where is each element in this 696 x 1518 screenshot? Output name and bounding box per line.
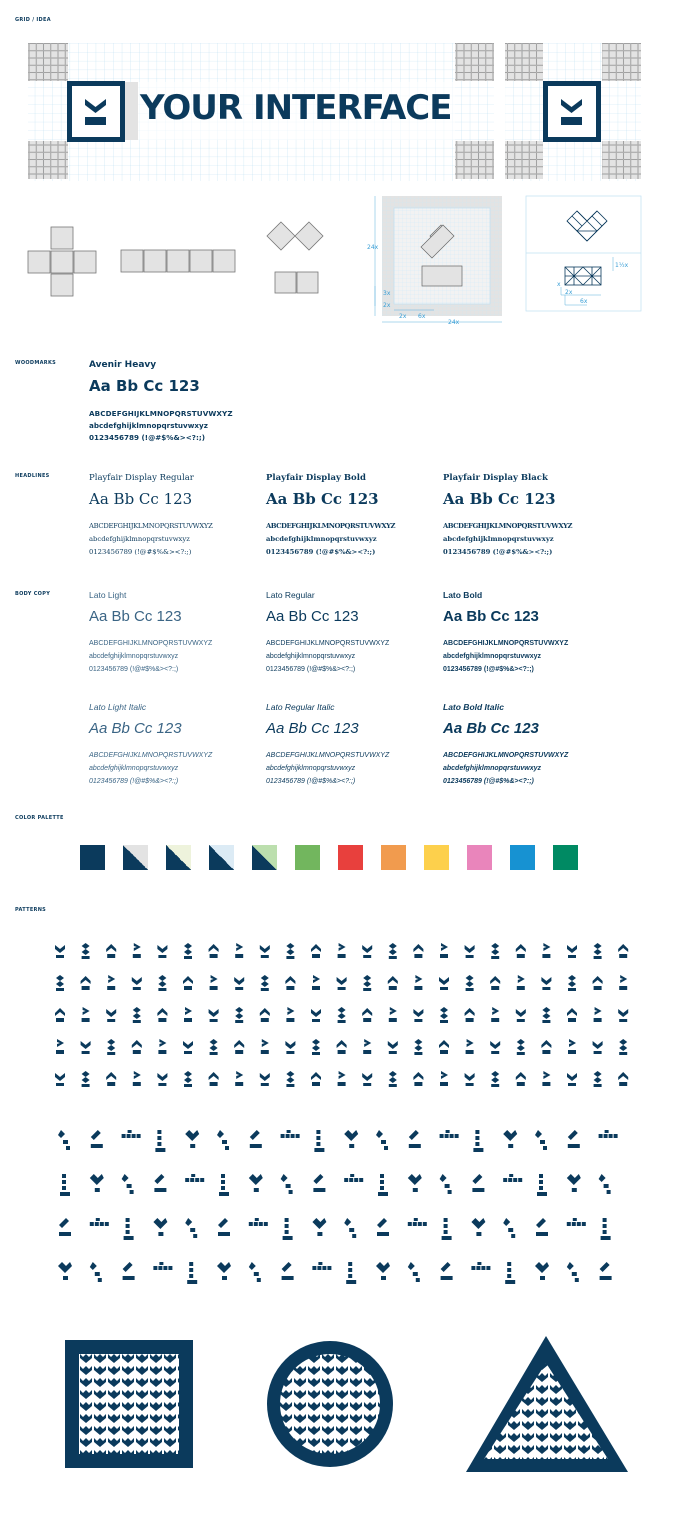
wordmark-sample: Aa Bb Cc 123 (89, 377, 200, 395)
pattern-glyph (123, 1262, 135, 1280)
pattern-glyph (389, 943, 397, 959)
pattern-glyph (56, 1039, 64, 1054)
pattern-glyph (491, 1007, 499, 1022)
headline-0-lower: abcdefghijklmnopqrstuvwxyz (89, 535, 190, 543)
pattern-glyph (312, 1262, 331, 1270)
pattern-glyph (281, 1174, 293, 1194)
body-3-sample: Aa Bb Cc 123 (89, 720, 182, 737)
pattern-glyph (82, 1071, 90, 1087)
pattern-glyph (133, 943, 141, 958)
pattern-grid-b (0, 1120, 696, 1300)
swatch-navy-cream (166, 845, 191, 870)
pattern-glyph (260, 1008, 270, 1022)
body-2-upper: ABCDEFGHIJKLMNOPQRSTUVWXYZ (443, 640, 569, 647)
pattern-glyph (312, 1218, 326, 1236)
headline-1-digits: 0123456789 (!@#$%&><?:;) (266, 548, 376, 556)
pattern-glyph (567, 1262, 579, 1282)
pattern-glyph (234, 977, 244, 990)
body-3-name: Lato Light Italic (89, 702, 147, 712)
pattern-glyph (466, 1039, 474, 1054)
pattern-glyph (282, 1262, 294, 1280)
body-4-sample: Aa Bb Cc 123 (266, 720, 359, 737)
pattern-glyph (184, 943, 192, 959)
swatch-navy-lightblue (209, 845, 234, 870)
pattern-glyph (183, 976, 193, 990)
body-0-sample: Aa Bb Cc 123 (89, 608, 182, 625)
pattern-glyph (472, 1174, 484, 1192)
pattern-glyph (346, 1262, 356, 1284)
pattern-glyph (235, 1007, 243, 1023)
pattern-glyph (90, 1218, 109, 1226)
pattern-glyph (107, 1039, 115, 1055)
swatch-navy (80, 845, 105, 870)
pattern-glyph (155, 1130, 165, 1152)
pattern-glyph (235, 1071, 243, 1086)
body-5-sample: Aa Bb Cc 123 (443, 720, 539, 737)
dim-3x: 3x (383, 290, 391, 297)
pattern-glyph (376, 1130, 388, 1150)
pattern-glyph (59, 1218, 71, 1236)
pattern-glyph (441, 1262, 453, 1280)
pattern-glyph (311, 944, 321, 958)
pattern-grid-a (0, 935, 696, 1095)
pattern-glyph (153, 1262, 172, 1270)
pattern-glyph (440, 943, 448, 958)
pattern-glyph (440, 1007, 448, 1023)
section-label-grid: GRID / IDEA (15, 17, 51, 23)
pattern-glyph (503, 1174, 522, 1182)
banner-title: YOUR INTERFACE (140, 88, 452, 128)
pattern-glyph (157, 945, 167, 958)
pattern-glyph (106, 944, 116, 958)
wordmark-upper: ABCDEFGHIJKLMNOPQRSTUVWXYZ (89, 409, 233, 418)
dim-2x: 2x (383, 302, 391, 309)
dim-24x-v: 24x (367, 244, 379, 251)
body-0-upper: ABCDEFGHIJKLMNOPQRSTUVWXYZ (89, 640, 213, 647)
pattern-glyph (153, 1218, 167, 1236)
pattern-glyph (439, 977, 449, 990)
pattern-glyph (184, 1007, 192, 1022)
pattern-glyph (440, 1130, 459, 1138)
pattern-glyph (516, 1072, 526, 1086)
pattern-glyph (414, 1039, 422, 1055)
body-1-name: Lato Regular (266, 590, 315, 600)
swatch-navy-mint (252, 845, 277, 870)
pattern-glyph (376, 1262, 390, 1280)
pattern-glyph (209, 1009, 219, 1022)
swatch-green (295, 845, 320, 870)
swatch-orange (381, 845, 406, 870)
cross-shape (26, 225, 106, 300)
headline-0-name: Playfair Display Regular (89, 473, 194, 483)
pattern-glyph (618, 944, 628, 958)
swatch-pink (467, 845, 492, 870)
pattern-glyph (618, 1009, 628, 1022)
pattern-glyph (311, 1009, 321, 1022)
heart-shape (263, 218, 333, 298)
pattern-glyph (210, 975, 218, 990)
pattern-glyph (312, 975, 320, 990)
pattern-glyph (503, 1218, 515, 1238)
pattern-glyph (281, 1130, 300, 1138)
pattern-glyph (185, 1218, 197, 1238)
dim-24x-h: 24x (448, 319, 460, 326)
pattern-glyph (82, 1007, 90, 1022)
body-3-upper: ABCDEFGHIJKLMNOPQRSTUVWXYZ (89, 752, 213, 759)
pattern-glyph (124, 1218, 134, 1240)
pattern-glyph (122, 1130, 141, 1138)
headline-2-digits: 0123456789 (!@#$%&><?:;) (443, 548, 553, 556)
pattern-glyph (210, 1039, 218, 1055)
pattern-glyph (133, 1071, 141, 1086)
dim-1-half: 1½x (615, 262, 629, 269)
pattern-glyph (58, 1262, 72, 1280)
pattern-glyph (408, 1218, 427, 1226)
body-0-name: Lato Light (89, 590, 127, 600)
pattern-glyph (619, 1039, 627, 1055)
body-4-digits: 0123456789 (!@#$%&><?:;) (266, 778, 356, 785)
pattern-glyph (505, 1262, 515, 1284)
body-1-sample: Aa Bb Cc 123 (266, 608, 359, 625)
pattern-glyph (154, 1174, 166, 1192)
pattern-glyph (82, 943, 90, 959)
pattern-glyph (388, 1041, 398, 1054)
pattern-glyph (209, 944, 219, 958)
pattern-glyph (250, 1130, 262, 1148)
section-label-patterns: PATTERNS (15, 907, 47, 913)
pattern-glyph (90, 1262, 102, 1282)
pattern-glyph (409, 1130, 421, 1148)
pattern-glyph (567, 1008, 577, 1022)
pattern-glyph (261, 975, 269, 991)
pattern-glyph (414, 975, 422, 990)
headline-2-lower: abcdefghijklmnopqrstuvwxyz (443, 535, 554, 543)
body-3-lower: abcdefghijklmnopqrstuvwxyz (89, 765, 179, 772)
pattern-glyph (209, 1072, 219, 1086)
headline-2-name: Playfair Display Black (443, 473, 548, 483)
wordmark-lower: abcdefghijklmnopqrstuvwxyz (89, 421, 208, 430)
pattern-glyph (249, 1218, 268, 1226)
body-2-lower: abcdefghijklmnopqrstuvwxyz (443, 653, 542, 660)
pattern-glyph (363, 1039, 371, 1054)
pattern-glyph (535, 1130, 547, 1150)
pattern-glyph (516, 1009, 526, 1022)
pattern-glyph (568, 1130, 580, 1148)
wordmark-digits: 0123456789 (!@#$%&><?:;) (89, 433, 206, 442)
pattern-glyph (55, 945, 65, 958)
body-5-name: Lato Bold Italic (443, 702, 504, 712)
pattern-glyph (594, 943, 602, 959)
body-5-digits: 0123456789 (!@#$%&><?:;) (443, 778, 534, 785)
pattern-glyph (593, 1041, 603, 1054)
body-2-sample: Aa Bb Cc 123 (443, 608, 539, 625)
pattern-glyph (81, 1041, 91, 1054)
pattern-circle-frame (265, 1340, 395, 1470)
pattern-triangle-frame (465, 1335, 635, 1475)
logo-mark-small (543, 81, 603, 141)
pattern-glyph (56, 975, 64, 991)
body-0-lower: abcdefghijklmnopqrstuvwxyz (89, 653, 179, 660)
construction-grid-b (525, 195, 645, 315)
pattern-glyph (362, 945, 372, 958)
pattern-glyph (286, 943, 294, 959)
pattern-glyph (338, 943, 346, 958)
pattern-glyph (217, 1130, 229, 1150)
body-2-name: Lato Bold (443, 590, 483, 600)
pattern-glyph (471, 1262, 490, 1270)
pattern-glyph (285, 976, 295, 990)
pattern-glyph (567, 1218, 586, 1226)
headline-1-lower: abcdefghijklmnopqrstuvwxyz (266, 535, 377, 543)
pattern-glyph (490, 1041, 500, 1054)
pattern-glyph (107, 975, 115, 990)
pattern-glyph (218, 1218, 230, 1236)
pattern-glyph (157, 1073, 167, 1086)
swatch-teal (553, 845, 578, 870)
pattern-glyph (473, 1130, 483, 1152)
pattern-glyph (599, 1130, 618, 1138)
pattern-glyph (491, 943, 499, 959)
pattern-glyph (465, 1073, 475, 1086)
pattern-glyph (58, 1130, 70, 1150)
pattern-glyph (344, 1174, 363, 1182)
pattern-glyph (286, 1007, 294, 1022)
pattern-glyph (344, 1130, 358, 1148)
pattern-glyph (408, 1262, 420, 1282)
pattern-glyph (219, 1174, 229, 1196)
pattern-glyph (283, 1218, 293, 1240)
pattern-glyph (466, 975, 474, 991)
pattern-glyph (408, 1174, 422, 1192)
pattern-glyph (413, 1009, 423, 1022)
pattern-glyph (517, 975, 525, 990)
pattern-glyph (465, 1008, 475, 1022)
row-shape (120, 248, 240, 278)
pattern-glyph (185, 1130, 199, 1148)
body-4-lower: abcdefghijklmnopqrstuvwxyz (266, 765, 356, 772)
pattern-glyph (311, 1072, 321, 1086)
pattern-glyph (601, 1218, 611, 1240)
pattern-glyph (81, 976, 91, 990)
pattern-glyph (541, 977, 551, 990)
pattern-glyph (465, 945, 475, 958)
pattern-glyph (260, 945, 270, 958)
headline-1-name: Playfair Display Bold (266, 473, 366, 483)
pattern-glyph (344, 1218, 356, 1238)
body-4-name: Lato Regular Italic (266, 702, 335, 712)
pattern-glyph (490, 976, 500, 990)
section-label-wordmarks: WOODMARKS (15, 360, 57, 366)
pattern-glyph (535, 1262, 549, 1280)
pattern-glyph (249, 1262, 261, 1282)
pattern-glyph (106, 1009, 116, 1022)
pattern-glyph (90, 1174, 104, 1192)
pattern-glyph (313, 1174, 325, 1192)
headline-2-upper: ABCDEFGHIJKLMNOPQRSTUVWXYZ (443, 522, 572, 530)
pattern-glyph (249, 1174, 263, 1192)
pattern-glyph (619, 975, 627, 990)
pattern-glyph (600, 1262, 612, 1280)
pattern-glyph (122, 1174, 134, 1194)
pattern-glyph (442, 1218, 452, 1240)
pattern-glyph (235, 943, 243, 958)
swatch-yellow (424, 845, 449, 870)
headline-0-digits: 0123456789 (!@#$%&><?:;) (89, 548, 192, 556)
dim-2x-c: 2x (565, 289, 573, 296)
body-5-lower: abcdefghijklmnopqrstuvwxyz (443, 765, 542, 772)
dim-x: x (557, 281, 561, 288)
pattern-glyph (312, 1039, 320, 1055)
logo-mark-main (67, 81, 127, 141)
pattern-glyph (537, 1174, 547, 1196)
pattern-glyph (440, 1071, 448, 1086)
dim-6x: 6x (418, 313, 426, 320)
pattern-glyph (594, 1007, 602, 1022)
pattern-glyph (183, 1041, 193, 1054)
pattern-glyph (471, 1218, 485, 1236)
pattern-glyph (413, 944, 423, 958)
section-label-body: BODY COPY (15, 591, 51, 597)
pattern-glyph (261, 1039, 269, 1054)
pattern-glyph (55, 1008, 65, 1022)
pattern-glyph (337, 977, 347, 990)
body-1-lower: abcdefghijklmnopqrstuvwxyz (266, 653, 356, 660)
pattern-glyph (503, 1130, 517, 1148)
pattern-glyph (338, 1007, 346, 1023)
construction-grid-a (370, 190, 510, 330)
pattern-glyph (133, 1007, 141, 1023)
pattern-glyph (55, 1073, 65, 1086)
pattern-glyph (440, 1174, 452, 1194)
headline-0-upper: ABCDEFGHIJKLMNOPQRSTUVWXYZ (89, 522, 213, 530)
pattern-glyph (542, 1007, 550, 1023)
section-label-headlines: HEADLINES (15, 473, 50, 479)
pattern-glyph (378, 1174, 388, 1196)
pattern-glyph (568, 1039, 576, 1054)
headline-0-sample: Aa Bb Cc 123 (89, 490, 193, 508)
pattern-glyph (314, 1130, 324, 1152)
pattern-glyph (217, 1262, 231, 1280)
pattern-glyph (338, 1071, 346, 1086)
pattern-glyph (491, 1071, 499, 1087)
pattern-glyph (363, 975, 371, 991)
pattern-glyph (132, 977, 142, 990)
pattern-glyph (567, 1174, 581, 1192)
pattern-glyph (184, 1071, 192, 1087)
pattern-glyph (593, 976, 603, 990)
headline-1-sample: Aa Bb Cc 123 (266, 490, 379, 508)
pattern-glyph (185, 1174, 204, 1182)
body-1-upper: ABCDEFGHIJKLMNOPQRSTUVWXYZ (266, 640, 390, 647)
pattern-glyph (337, 1040, 347, 1054)
pattern-glyph (106, 1072, 116, 1086)
body-5-upper: ABCDEFGHIJKLMNOPQRSTUVWXYZ (443, 752, 569, 759)
dim-2x-b: 2x (399, 313, 407, 320)
body-4-upper: ABCDEFGHIJKLMNOPQRSTUVWXYZ (266, 752, 390, 759)
pattern-glyph (158, 1039, 166, 1054)
pattern-glyph (541, 1040, 551, 1054)
pattern-glyph (594, 1071, 602, 1087)
swatch-navy-grey (123, 845, 148, 870)
dim-6x-c: 6x (580, 298, 588, 305)
pattern-glyph (389, 1071, 397, 1087)
pattern-glyph (157, 1008, 167, 1022)
pattern-glyph (517, 1039, 525, 1055)
pattern-square-frame (65, 1340, 195, 1470)
pattern-glyph (91, 1130, 103, 1148)
pattern-glyph (542, 943, 550, 958)
swatch-red (338, 845, 363, 870)
pattern-glyph (132, 1040, 142, 1054)
pattern-glyph (388, 976, 398, 990)
pattern-glyph (567, 945, 577, 958)
headline-1-upper: ABCDEFGHIJKLMNOPQRSTUVWXYZ (266, 522, 395, 530)
body-1-digits: 0123456789 (!@#$%&><?:;) (266, 666, 356, 673)
pattern-glyph (567, 1073, 577, 1086)
pattern-glyph (377, 1218, 389, 1236)
pattern-glyph (286, 1071, 294, 1087)
pattern-glyph (187, 1262, 197, 1284)
pattern-glyph (599, 1174, 611, 1194)
pattern-glyph (516, 944, 526, 958)
pattern-glyph (60, 1174, 70, 1196)
body-0-digits: 0123456789 (!@#$%&><?:;) (89, 666, 179, 673)
pattern-glyph (260, 1073, 270, 1086)
pattern-glyph (362, 1008, 372, 1022)
body-3-digits: 0123456789 (!@#$%&><?:;) (89, 778, 179, 785)
pattern-glyph (158, 975, 166, 991)
wordmark-font-name: Avenir Heavy (89, 360, 157, 370)
pattern-glyph (542, 1071, 550, 1086)
pattern-glyph (362, 1073, 372, 1086)
body-2-digits: 0123456789 (!@#$%&><?:;) (443, 666, 534, 673)
section-label-palette: COLOR PALETTE (15, 815, 64, 821)
swatch-blue (510, 845, 535, 870)
pattern-glyph (285, 1041, 295, 1054)
pattern-glyph (439, 1040, 449, 1054)
pattern-glyph (568, 975, 576, 991)
pattern-glyph (413, 1072, 423, 1086)
pattern-glyph (389, 1007, 397, 1022)
pattern-glyph (536, 1218, 548, 1236)
headline-2-sample: Aa Bb Cc 123 (443, 490, 556, 508)
pattern-glyph (618, 1072, 628, 1086)
pattern-glyph (234, 1040, 244, 1054)
